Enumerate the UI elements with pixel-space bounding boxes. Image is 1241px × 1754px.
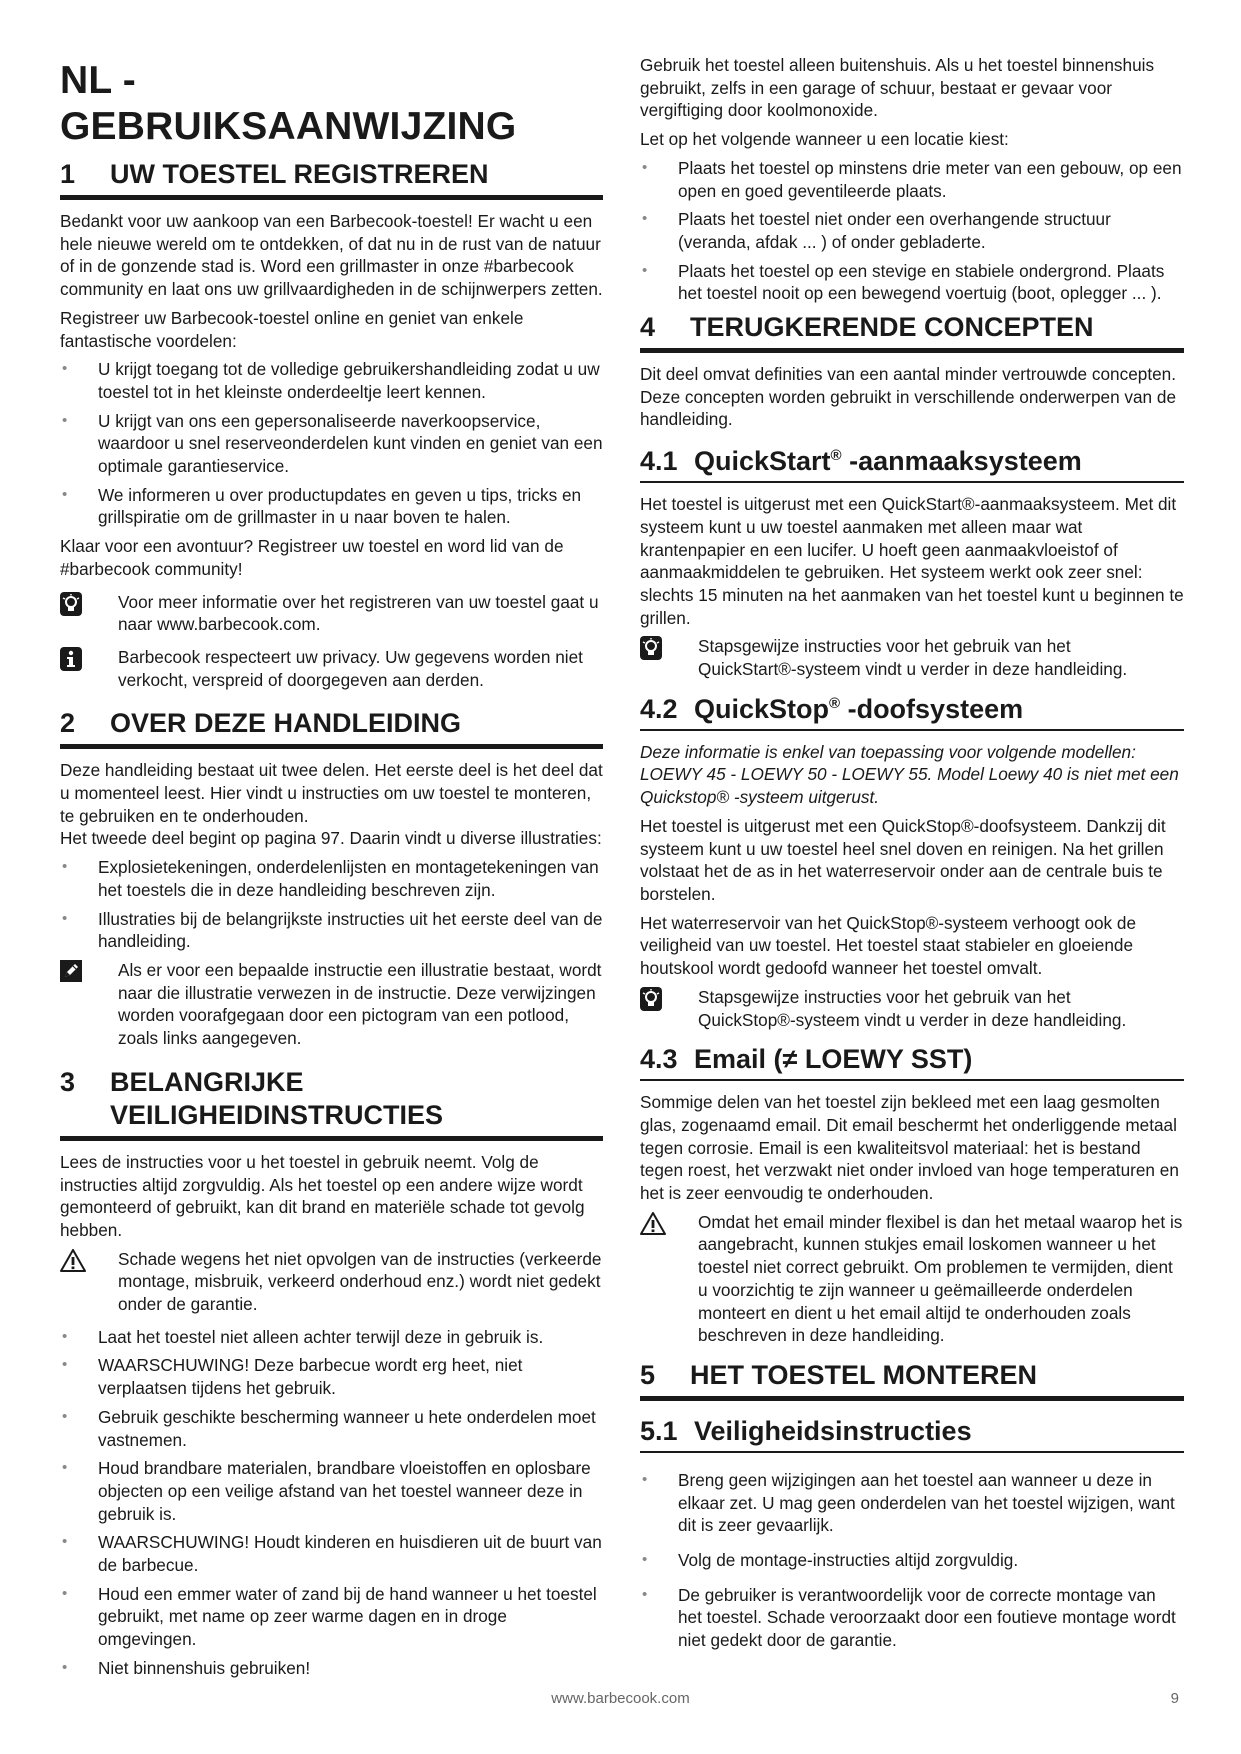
lightbulb-icon [60, 591, 118, 616]
warning-note: Omdat het email minder flexibel is dan het metaal waarop het is aangebracht, kunnen stukjes email loskomen wanneer u het toestel niet correct gebruikt. Om problemen te vermijden, dient u voorzichtig te zijn wanneer u geëmailleerde onderdelen monteert en dient u het email altijd te onderhouden zoals beschreven in deze handleiding. [640, 1211, 1184, 1347]
list-item: • Plaats het toestel op een stevige en stabiele ondergrond. Plaats het toestel nooit op een bewegend voertuig (boot, oplegger ... ). [640, 260, 1184, 305]
bullet-list [640, 157, 1184, 305]
list-item: • De gebruiker is verantwoordelijk voor de correcte montage van het toestel. Schade veroorzaakt door een foutieve montage wordt niet gedekt door de garantie. [640, 1584, 1184, 1652]
tip-note: Stapsgewijze instructies voor het gebruik van het QuickStart®-systeem vindt u verder in deze handleiding. [640, 635, 1184, 680]
paragraph: Deze handleiding bestaat uit twee delen. Het eerste deel is het deel dat u momenteel leest. Hier vindt u instructies om uw toestel te monteren, te gebruiken en te onderhouden. [60, 760, 603, 826]
list-item: • Niet binnenshuis gebruiken! [60, 1657, 603, 1680]
warning-icon [60, 1248, 118, 1272]
tip-note: Voor meer informatie over het registreren van uw toestel gaat u naar www.barbecook.com. [60, 591, 603, 636]
list-item: • Houd een emmer water of zand bij de hand wanneer u het toestel gebruikt, met name op zeer warme dagen en in droge omgevingen. [60, 1583, 603, 1651]
section-4-2-heading: 4.2 QuickStop® -doofsysteem [640, 693, 1184, 731]
paragraph: Het tweede deel begint op pagina 97. Daarin vindt u diverse illustraties: [60, 828, 602, 849]
lightbulb-icon [640, 986, 698, 1011]
warning-icon [640, 1211, 698, 1235]
list-item: • Illustraties bij de belangrijkste instructies uit het eerste deel van de handleiding. [60, 908, 603, 953]
info-icon [60, 646, 118, 671]
list-item: • Houd brandbare materialen, brandbare vloeistoffen en oplosbare objecten op een veilige afstand van het toestel wanneer deze in gebruik is. [60, 1457, 603, 1525]
page-number: 9 [1170, 1690, 1179, 1707]
footer-url: www.barbecook.com [551, 1690, 690, 1707]
list-item: • We informeren u over productupdates en geven u tips, tricks en grillspiratie om de grillmaster in u naar boven te halen. [60, 484, 603, 529]
left-column [60, 52, 603, 1686]
list-item: • U krijgt van ons een gepersonaliseerde naverkoopservice, waardoor u snel reserveonderdelen kunt vinden en geniet van een optimale garantieservice. [60, 410, 603, 478]
paragraph: Het toestel is uitgerust met een QuickStop®-doofsysteem. Dankzij dit systeem kunt u uw toestel heel snel doven en reinigen. Na het grillen volstaat het de as in het waterreservoir onder aan de centrale buis te borstelen. [640, 815, 1166, 904]
section-5-heading: 5 HET TOESTEL MONTEREN [640, 1359, 1184, 1401]
paragraph: Let op het volgende wanneer u een locatie kiest: [640, 129, 1009, 150]
lightbulb-icon [640, 635, 698, 660]
list-item: • Gebruik geschikte bescherming wanneer u hete onderdelen moet vastnemen. [60, 1406, 603, 1451]
paragraph: Dit deel omvat definities van een aantal minder vertrouwde concepten. Deze concepten worden gebruikt in verschillende onderwerpen van de handleiding. [640, 364, 1177, 430]
paragraph: Het toestel is uitgerust met een QuickStart®-aanmaaksysteem. Met dit systeem kunt u uw toestel aanmaken met alleen maar wat krantenpapier en een lucifer. U hoeft geen aanmaakvloeistof of aanmaakmiddelen te gebruiken. Het systeem werkt ook zeer snel: slechts 15 minuten na het aanmaken van het toestel kunt u beginnen te grillen. [640, 494, 1184, 628]
paragraph: Sommige delen van het toestel zijn bekleed met een laag gesmolten glas, zogenaamd email. Dit email beschermt het onderliggende metaal tegen corrosie. Email is een kwaliteitsvol materiaal: het is bestand tegen roest, het verzwakt niet onder invloed van hoge temperaturen en het is zeer eenvoudig te onderhouden. [640, 1092, 1179, 1204]
paragraph: Gebruik het toestel alleen buitenshuis. Als u het toestel binnenshuis gebruikt, zelfs in een garage of schuur, bestaat er gevaar voor vergiftiging door koolmonoxide. [640, 55, 1155, 121]
tip-note: Stapsgewijze instructies voor het gebruik van het QuickStop®-systeem vindt u verder in deze handleiding. [640, 986, 1184, 1031]
list-item: • U krijgt toegang tot de volledige gebruikershandleiding zodat u uw toestel tot in het kleinste onderdeeltje leert kennen. [60, 358, 603, 403]
info-note: Barbecook respecteert uw privacy. Uw gegevens worden niet verkocht, verspreid of doorgegeven aan derden. [60, 646, 603, 691]
paragraph: Lees de instructies voor u het toestel in gebruik neemt. Volg de instructies altijd zorgvuldig. Als het toestel op een andere wijze wordt gemonteerd of gebruikt, kan dit brand en materiële schade tot gevolg hebben. [60, 1151, 585, 1240]
section-1-heading: 1 UW TOESTEL REGISTREREN [60, 158, 603, 200]
paragraph: Deze informatie is enkel van toepassing voor volgende modellen: LOEWY 45 - LOEWY 50 - LOEWY 55. Model Loewy 40 is niet met een Quickstop® -systeem uitgerust. [640, 741, 1179, 808]
bullet-list [60, 358, 603, 529]
list-item: • Volg de montage-instructies altijd zorgvuldig. [640, 1549, 1184, 1572]
pencil-note: Als er voor een bepaalde instructie een illustratie bestaat, wordt naar die illustratie verwezen in de instructie. Deze verwijzingen worden voorafgegaan door een pictogram van een potlood, zoals links aangegeven. [60, 959, 603, 1050]
list-item: • Plaats het toestel niet onder een overhangende structuur (veranda, afdak ... ) of onder gebladerte. [640, 208, 1184, 253]
section-4-heading: 4 TERUGKERENDE CONCEPTEN [640, 311, 1184, 353]
paragraph: Klaar voor een avontuur? Registreer uw toestel en word lid van de #barbecook community! [60, 536, 564, 579]
list-item: • Breng geen wijzigingen aan het toestel aan wanneer u deze in elkaar zet. U mag geen onderdelen van het toestel wijzigen, want dit is zeer gevaarlijk. [640, 1469, 1184, 1537]
right-column [640, 54, 1184, 1658]
section-4-1-heading: 4.1 QuickStart® -aanmaaksysteem [640, 445, 1184, 483]
section-2-heading: 2 OVER DEZE HANDLEIDING [60, 707, 603, 749]
bullet-list [60, 1326, 603, 1680]
list-item: • Plaats het toestel op minstens drie meter van een gebouw, op een open en goed geventileerde plaats. [640, 157, 1184, 202]
paragraph: Het waterreservoir van het QuickStop®-systeem verhoogt ook de veiligheid van uw toestel. Het toestel staat stabieler en gloeiende houtskool wordt gedoofd wanneer het toestel omvalt. [640, 912, 1137, 979]
list-item: • WAARSCHUWING! Houdt kinderen en huisdieren uit de buurt van de barbecue. [60, 1531, 603, 1576]
section-5-1-heading: 5.1 Veiligheidsinstructies [640, 1415, 1184, 1453]
page-title: NL - GEBRUIKSAANWIJZING [60, 59, 517, 148]
paragraph: Bedankt voor uw aankoop van een Barbecook-toestel! Er wacht u een hele nieuwe wereld om te ontdekken, of dat nu in de rust van de natuur of in de gonzende stad is. Word een grillmaster in onze #barbecook community en laat ons uw grillvaardigheden in de schijnwerpers zetten. [60, 211, 603, 300]
pencil-icon [60, 959, 118, 982]
warning-note: Schade wegens het niet opvolgen van de instructies (verkeerde montage, misbruik, verkeerd onderhoud enz.) wordt niet gedekt onder de garantie. [60, 1248, 603, 1316]
list-item: • WAARSCHUWING! Deze barbecue wordt erg heet, niet verplaatsen tijdens het gebruik. [60, 1354, 603, 1399]
bullet-list [640, 1469, 1184, 1652]
bullet-list [60, 856, 603, 953]
list-item: • Laat het toestel niet alleen achter terwijl deze in gebruik is. [60, 1326, 603, 1349]
paragraph: Registreer uw Barbecook-toestel online en geniet van enkele fantastische voordelen: [60, 307, 524, 351]
section-3-heading: 3 BELANGRIJKE VEILIGHEIDINSTRUCTIES [60, 1066, 603, 1141]
section-4-3-heading: 4.3 Email (≠ LOEWY SST) [640, 1043, 1184, 1081]
list-item: • Explosietekeningen, onderdelenlijsten en montagetekeningen van het toestels die in deze handleiding beschreven zijn. [60, 856, 603, 901]
